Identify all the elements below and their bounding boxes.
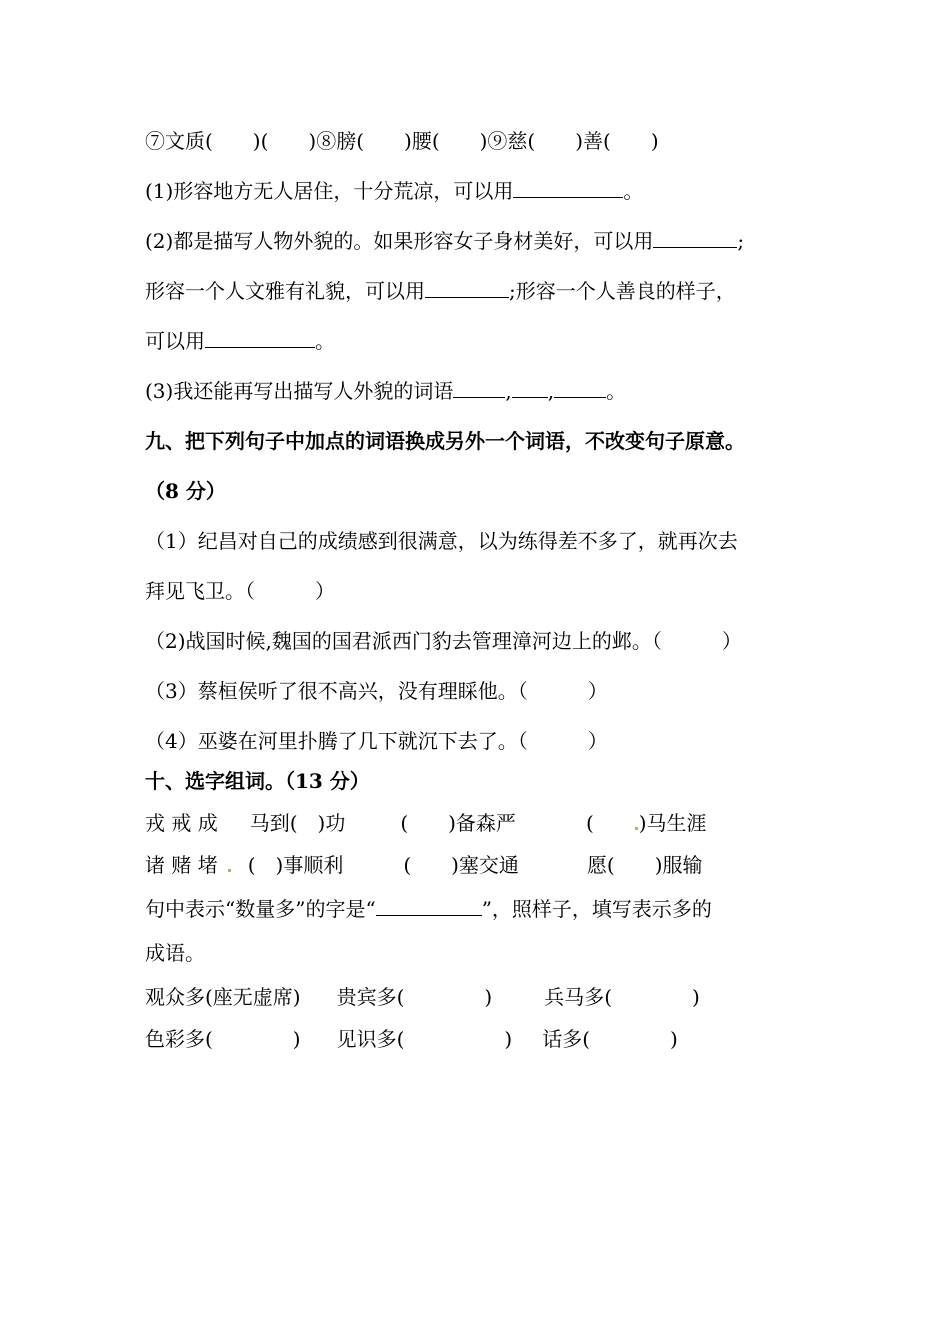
idiom-blank[interactable]: 马到( )功 [249, 811, 346, 835]
instruction-line [145, 896, 712, 922]
question-text: 可以用 [145, 329, 205, 353]
instruction-line-cont: 成语。 [145, 941, 205, 965]
punctuation: , [505, 379, 512, 403]
question-text: (2)都是描写人物外貌的。如果形容女子身材美好，可以用 [145, 229, 654, 253]
choice-row-2 [145, 852, 703, 878]
question-8-2 [145, 228, 744, 254]
section-9-score: （8 分） [145, 479, 226, 503]
stray-mark [228, 869, 231, 872]
question-8-2-cont [145, 278, 736, 304]
answer-blank[interactable] [513, 179, 623, 198]
question-8-1 [145, 178, 643, 204]
character-choices: 戎 戒 成 [145, 811, 218, 835]
answer-blank[interactable] [205, 329, 315, 348]
idiom-text: )马生涯 [638, 811, 707, 835]
punctuation: , [547, 379, 555, 403]
choice-row-1 [145, 810, 707, 836]
fill-item[interactable]: 话多( ) [542, 1027, 678, 1051]
instruction-text: 句中表示“数量多”的字是“ [145, 897, 376, 921]
example-item: 观众多(座无虚席) [145, 985, 301, 1009]
question-8-2-end [145, 328, 335, 354]
question-9-1: （1）纪昌对自己的成绩感到很满意，以为练得差不多了，就再次去 [145, 529, 738, 553]
answer-blank[interactable] [453, 379, 505, 398]
fill-item[interactable]: 见识多( ) [336, 1027, 513, 1051]
section-10-heading: 十、选字组词。（13 分） [145, 769, 370, 793]
question-text: (3)我还能再写出描写人外貌的词语 [145, 379, 454, 403]
idiom-blank[interactable]: ( [585, 811, 634, 835]
question-9-3: （3）蔡桓侯听了很不高兴，没有理睬他。（ ） [145, 679, 608, 703]
question-text: ;形容一个人善良的样子， [509, 279, 736, 303]
section-9-heading: 九、把下列句子中加点的词语换成另外一个词语，不改变句子原意。 [145, 429, 745, 453]
question-9-2: （2)战国时候,魏国的国君派西门豹去管理漳河边上的邺。（ ） [145, 629, 742, 653]
idiom-blank[interactable]: ( )塞交通 [403, 853, 519, 877]
vocab-row-7-9 [145, 128, 659, 154]
example-row-2 [145, 1026, 678, 1052]
punctuation: 。 [315, 329, 335, 353]
punctuation: ; [737, 229, 745, 253]
question-9-4: （4）巫婆在河里扑腾了几下就沉下去了。（ ） [145, 729, 608, 753]
punctuation: 。 [623, 179, 644, 203]
answer-blank[interactable] [512, 379, 548, 398]
answer-blank[interactable] [425, 279, 509, 298]
example-row-1 [145, 984, 700, 1010]
question-text: (1)形容地方无人居住，十分荒凉，可以用 [145, 179, 514, 203]
punctuation: 。 [606, 379, 627, 403]
question-8-3 [145, 378, 626, 404]
idiom-blank[interactable]: ( )事顺利 [247, 853, 344, 877]
answer-blank[interactable] [376, 897, 482, 916]
vocab-row-text: ⑦文质( )( )⑧膀( )腰( )⑨慈( )善( ) [145, 129, 659, 153]
stray-mark [635, 827, 638, 830]
idiom-blank[interactable]: ( )备森严 [400, 811, 516, 835]
question-text: 形容一个人文雅有礼貌，可以用 [145, 279, 425, 303]
answer-blank[interactable] [554, 379, 606, 398]
question-9-1-cont: 拜见飞卫。（ ） [145, 579, 335, 603]
fill-item[interactable]: 色彩多( ) [145, 1027, 301, 1051]
fill-item[interactable]: 贵宾多( ) [336, 985, 493, 1009]
instruction-text: ”，照样子，填写表示多的 [481, 897, 712, 921]
character-choices: 诸 赌 堵 [145, 853, 218, 877]
idiom-blank[interactable]: 愿( )服输 [586, 853, 703, 877]
fill-item[interactable]: 兵马多( ) [544, 985, 700, 1009]
answer-blank[interactable] [653, 229, 737, 248]
